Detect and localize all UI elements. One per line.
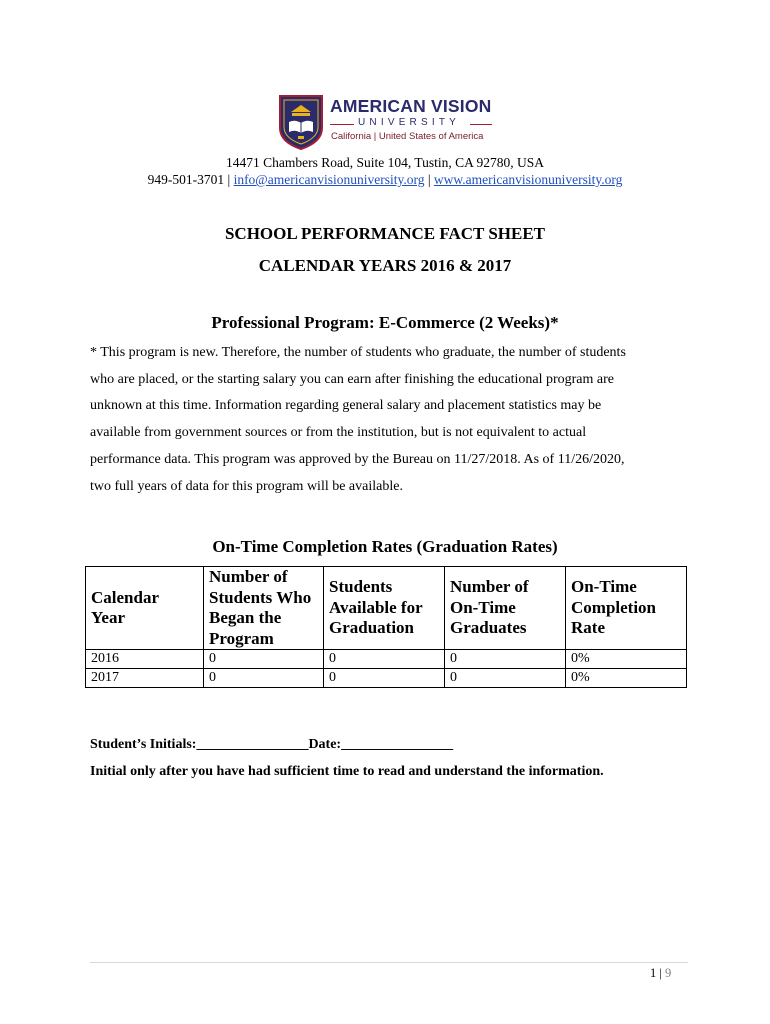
program-heading: Professional Program: E-Commerce (2 Weeks)*: [211, 313, 559, 332]
university-logo: [278, 92, 498, 150]
document-subtitle: CALENDAR YEARS 2016 & 2017: [258, 256, 512, 275]
header-ontime-graduates: Number of On-Time Graduates: [445, 567, 566, 650]
cell-available: 0: [324, 650, 445, 669]
header-students-available: Students Available for Graduation: [324, 567, 445, 650]
website-link[interactable]: www.americanvisionuniversity.org: [433, 172, 623, 187]
notice-line: available from government sources or from the institution, but is not equivalent to actual: [90, 425, 587, 441]
footer-divider: [90, 962, 688, 963]
cell-began: 0: [204, 669, 324, 688]
table-row: [86, 650, 687, 669]
table-heading: On-Time Completion Rates (Graduation Rates): [212, 537, 558, 556]
cell-graduates: 0: [445, 669, 566, 688]
shield-book-icon: [278, 92, 324, 150]
page-number: 1 | 9: [650, 966, 672, 980]
document-title: SCHOOL PERFORMANCE FACT SHEET: [224, 224, 546, 243]
table-row: [86, 669, 687, 688]
table-header-row: [86, 567, 687, 650]
cell-rate: 0%: [566, 669, 687, 688]
notice-line: unknown at this time. Information regarding general salary and placement statistics may be: [90, 398, 602, 414]
phone: 949-501-3701: [147, 172, 225, 187]
notice-line: two full years of data for this program will be available.: [90, 478, 403, 494]
cell-year: 2016: [86, 650, 204, 669]
header-students-began: Number of Students Who Began the Program: [204, 567, 324, 650]
cell-began: 0: [204, 650, 324, 669]
email-link[interactable]: info@americanvisionuniversity.org: [233, 172, 425, 187]
notice-line: who are placed, or the starting salary you can earn after finishing the educational program are: [90, 371, 615, 387]
initials-instruction: Initial only after you have had sufficient time to read and understand the information.: [90, 764, 604, 779]
cell-rate: 0%: [566, 650, 687, 669]
logo-university: UNIVERSITY: [358, 117, 461, 128]
cell-graduates: 0: [445, 650, 566, 669]
cell-year: 2017: [86, 669, 204, 688]
initials-date-line: Student’s Initials:________________Date:________________: [90, 737, 454, 752]
logo-name: AMERICAN VISION: [330, 96, 492, 116]
separator: |: [427, 172, 431, 187]
address: 14471 Chambers Road, Suite 104, Tustin, CA 92780, USA: [225, 155, 545, 170]
notice-line: performance data. This program was approved by the Bureau on 11/27/2018. As of 11/26/2020,: [90, 451, 625, 467]
program-notice: [90, 340, 690, 500]
contact-line: [0, 172, 770, 188]
header-calendar-year: Calendar Year: [86, 567, 204, 650]
logo-university-line: [330, 117, 492, 131]
notice-line: * This program is new. Therefore, the number of students who graduate, the number of students: [90, 345, 626, 360]
completion-rates-table: [85, 566, 687, 688]
separator: |: [227, 172, 231, 187]
cell-available: 0: [324, 669, 445, 688]
logo-location: California | United States of America: [331, 131, 484, 142]
header-completion-rate: On-Time Completion Rate: [566, 567, 687, 650]
